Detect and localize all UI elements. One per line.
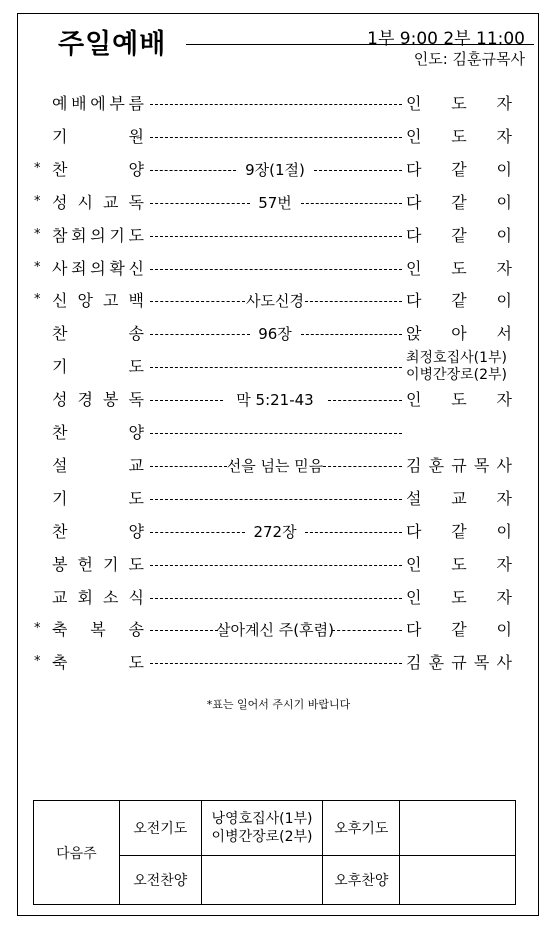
order-label [52,124,144,150]
order-label [52,453,144,479]
order-label-char: 교 [128,455,144,475]
dotted-leader [150,565,402,566]
order-label-char: 봉 [103,390,119,410]
order-leader-char: 서 [496,324,512,344]
order-leader-char: 다 [406,192,422,212]
order-label [52,91,144,117]
order-row [0,124,557,150]
dotted-leader [150,532,245,533]
order-label-char: 시 [77,192,93,212]
evening-hymn-label: 오후찬양 [323,856,400,905]
order-leader-char: 자 [496,126,512,146]
order-label [52,585,144,611]
order-row [0,650,557,676]
dotted-leader [150,301,245,302]
order-leader-char: 이 [496,620,512,640]
order-leader-line: 이병간장로(2부) [406,367,507,384]
order-label [52,519,144,545]
page-title: 주일예배 [58,29,167,60]
order-label-char: 의 [90,258,106,278]
order-label-char: 양 [128,423,144,442]
dotted-leader [332,630,402,631]
order-label-char: 교 [52,587,68,607]
order-leader-char: 사 [496,455,512,475]
evening-prayer-value [400,801,516,856]
morning-prayer-value [201,801,323,856]
order-leader-char: 인 [406,126,422,146]
order-label-char: 기 [103,554,119,574]
order-label-char: 봉 [52,554,68,574]
order-leader-char: 훈 [428,455,445,475]
order-row [0,321,557,347]
order-label [52,387,144,413]
order-label-char: 도 [128,488,144,508]
order-leader-char: 도 [451,94,467,113]
order-leader-char: 다 [406,291,422,311]
order-label-char: 식 [128,587,144,607]
order-row [0,223,557,249]
order-leader-char: 다 [406,521,422,541]
order-leader-char: 이 [496,291,512,311]
order-leader-char: 설 [406,488,422,508]
order-label-char: 송 [128,324,144,344]
order-leader [406,585,512,611]
order-leader-char: 목 [473,455,490,475]
order-leader-char: 인 [406,587,422,607]
order-detail: 9장(1절) [245,160,305,179]
order-leader-char: 이 [496,521,512,541]
order-leader-char: 자 [496,258,512,278]
header-divider [186,44,534,45]
order-leader-char: 인 [406,94,422,113]
order-label-char: 회 [77,587,93,607]
stand-mark: * [34,259,41,275]
order-leader [406,321,512,347]
order-leader-char: 규 [451,653,467,673]
order-label-char: 설 [52,455,68,475]
order-leader-char: 훈 [428,653,445,673]
order-label [52,354,144,380]
service-times: 1부 9:00 2부 11:00 [367,29,525,49]
order-label-char: 도 [128,554,144,574]
dotted-leader [150,598,402,599]
order-leader [406,256,512,282]
order-row [0,91,557,117]
order-leader [406,190,512,216]
order-row [0,387,557,413]
order-label-char: 예 [52,94,68,113]
morning-prayer-line: 낭영호집사(1부) [211,811,313,827]
standing-note: *표는 일어서 주시기 바랍니다 [206,698,351,711]
order-leader-char: 자 [496,488,512,508]
order-label-char: 앙 [77,291,93,311]
order-row [0,256,557,282]
order-leader-char: 사 [496,653,512,673]
order-label-char: 확 [109,258,125,278]
stand-mark: * [34,621,41,637]
order-row [0,585,557,611]
order-label [52,552,144,578]
order-leader [406,350,507,384]
order-detail: 272장 [253,522,297,541]
dotted-leader [150,367,402,368]
order-row [0,190,557,216]
order-label [52,321,144,347]
order-leader-char: 도 [451,554,467,574]
order-label-char: 백 [128,291,144,311]
dotted-leader [323,466,402,467]
dotted-leader [150,499,402,500]
order-row [0,350,557,384]
order-leader-char: 같 [451,225,467,245]
order-detail: 사도신경 [246,292,304,311]
order-label-char: 송 [128,620,144,640]
order-leader-char: 다 [406,620,422,640]
order-label [52,650,144,676]
order-label-char: 찬 [52,324,68,344]
stand-mark: * [34,193,41,209]
order-label-char: 부 [109,94,125,113]
order-leader-char: 도 [451,126,467,146]
order-label [52,420,144,446]
order-leader [406,552,512,578]
order-label-char: 에 [90,94,106,113]
order-row [0,552,557,578]
order-label-char: 사 [52,258,68,278]
order-leader [406,617,512,643]
order-label-char: 양 [128,159,144,179]
order-label-char: 도 [128,225,144,245]
order-leader [406,486,512,512]
order-leader [406,650,512,676]
order-leader-char: 이 [496,192,512,212]
evening-prayer-label: 오후기도 [323,801,400,856]
order-leader-char: 자 [496,554,512,574]
stand-mark: * [34,292,41,308]
order-leader-char: 같 [451,521,467,541]
order-label-char: 찬 [52,423,68,442]
dotted-leader [150,236,402,237]
order-label-char: 축 [52,653,68,673]
order-leader-char: 인 [406,554,422,574]
stand-mark: * [34,160,41,176]
dotted-leader [301,334,403,335]
dotted-leader [150,203,250,204]
officiant-label: 인도: 김훈규목사 [413,50,525,68]
order-label-char: 원 [128,126,144,146]
order-label-char: 고 [103,291,119,311]
order-label-char: 찬 [52,521,68,541]
order-leader-char: 김 [406,455,422,475]
order-label-char: 경 [77,390,93,410]
order-leader-char: 다 [406,159,422,179]
order-label-char: 성 [52,192,68,212]
dotted-leader [150,269,402,270]
order-leader [406,288,512,314]
order-label-char: 독 [128,390,144,410]
order-label-char: 기 [109,225,125,245]
order-leader-char: 도 [451,390,467,410]
order-label-char: 소 [103,587,119,607]
order-row [0,453,557,479]
order-label-char: 도 [128,357,144,377]
order-leader [406,124,512,150]
order-label-char: 교 [103,192,119,212]
order-label-char: 복 [90,620,106,640]
dotted-leader [150,663,402,664]
order-label [52,288,144,314]
order-label [52,223,144,249]
stand-mark: * [34,654,41,670]
order-leader-char: 김 [406,653,422,673]
order-leader-char: 같 [451,291,467,311]
order-label-char: 성 [52,390,68,410]
order-detail: 57번 [258,193,292,212]
order-leader-char: 자 [496,587,512,607]
dotted-leader [305,301,402,302]
order-leader-char: 앉 [406,324,422,344]
order-label [52,617,144,643]
order-leader-char: 인 [406,390,422,410]
order-leader-char: 다 [406,225,422,245]
order-leader-char: 규 [451,455,467,475]
order-row [0,486,557,512]
order-detail: 선을 넘는 믿음 [226,456,324,475]
order-leader-char: 인 [406,258,422,278]
order-label [52,190,144,216]
order-label-char: 독 [128,192,144,212]
order-row [0,157,557,183]
evening-hymn-value [400,856,516,905]
order-leader [406,223,512,249]
dotted-leader [328,400,403,401]
order-label-char: 기 [52,357,68,377]
order-label-char: 기 [52,126,68,146]
stand-mark: * [34,226,41,242]
order-row [0,288,557,314]
order-label-char: 헌 [77,554,93,574]
dotted-leader [305,532,402,533]
order-label-char: 찬 [52,159,68,179]
dotted-leader [301,203,403,204]
order-row [0,617,557,643]
order-detail: 살아계신 주(후렴) [216,621,334,640]
order-label [52,256,144,282]
order-leader-char: 도 [451,587,467,607]
dotted-leader [150,400,223,401]
order-leader [406,519,512,545]
order-label-char: 양 [128,521,144,541]
order-label [52,157,144,183]
order-label-char: 회 [71,225,87,245]
order-label-char: 축 [52,620,68,640]
order-detail: 막 5:21-43 [236,391,314,410]
order-leader-char: 교 [451,488,467,508]
order-leader-char: 목 [473,653,490,673]
order-leader [406,387,512,413]
order-leader [406,91,512,117]
order-label [52,486,144,512]
order-row [0,420,557,446]
order-label-char: 름 [128,94,144,113]
order-label-char: 도 [128,653,144,673]
next-week-table [33,800,516,905]
order-leader-char: 자 [496,390,512,410]
order-row [0,519,557,545]
dotted-leader [314,170,402,171]
order-leader-char: 같 [451,620,467,640]
order-detail: 96장 [258,325,292,344]
order-label-char: 의 [90,225,106,245]
order-label-char: 기 [52,488,68,508]
order-leader-char: 같 [451,159,467,179]
dotted-leader [150,334,250,335]
morning-hymn-label: 오전찬양 [119,856,201,905]
order-leader-char: 도 [451,258,467,278]
dotted-leader [150,630,218,631]
order-label-char: 신 [52,291,68,311]
order-leader [406,453,512,479]
dotted-leader [150,433,402,434]
order-label-char: 배 [71,94,87,113]
dotted-leader [150,137,402,138]
next-week-heading: 다음주 [34,801,120,905]
dotted-leader [150,466,227,467]
morning-hymn-value [201,856,323,905]
order-leader [406,157,512,183]
order-label-char: 죄 [71,258,87,278]
order-leader-char: 아 [451,324,467,344]
morning-prayer-line: 이병간장로(2부) [211,829,313,845]
order-leader-char: 같 [451,192,467,212]
dotted-leader [150,104,402,105]
order-leader-char: 자 [496,94,512,113]
order-leader-line: 최정호집사(1부) [406,350,507,367]
order-label-char: 신 [128,258,144,278]
order-label-char: 참 [52,225,68,245]
dotted-leader [150,170,236,171]
order-leader-char: 이 [496,159,512,179]
order-leader-char: 이 [496,225,512,245]
morning-prayer-label: 오전기도 [119,801,201,856]
